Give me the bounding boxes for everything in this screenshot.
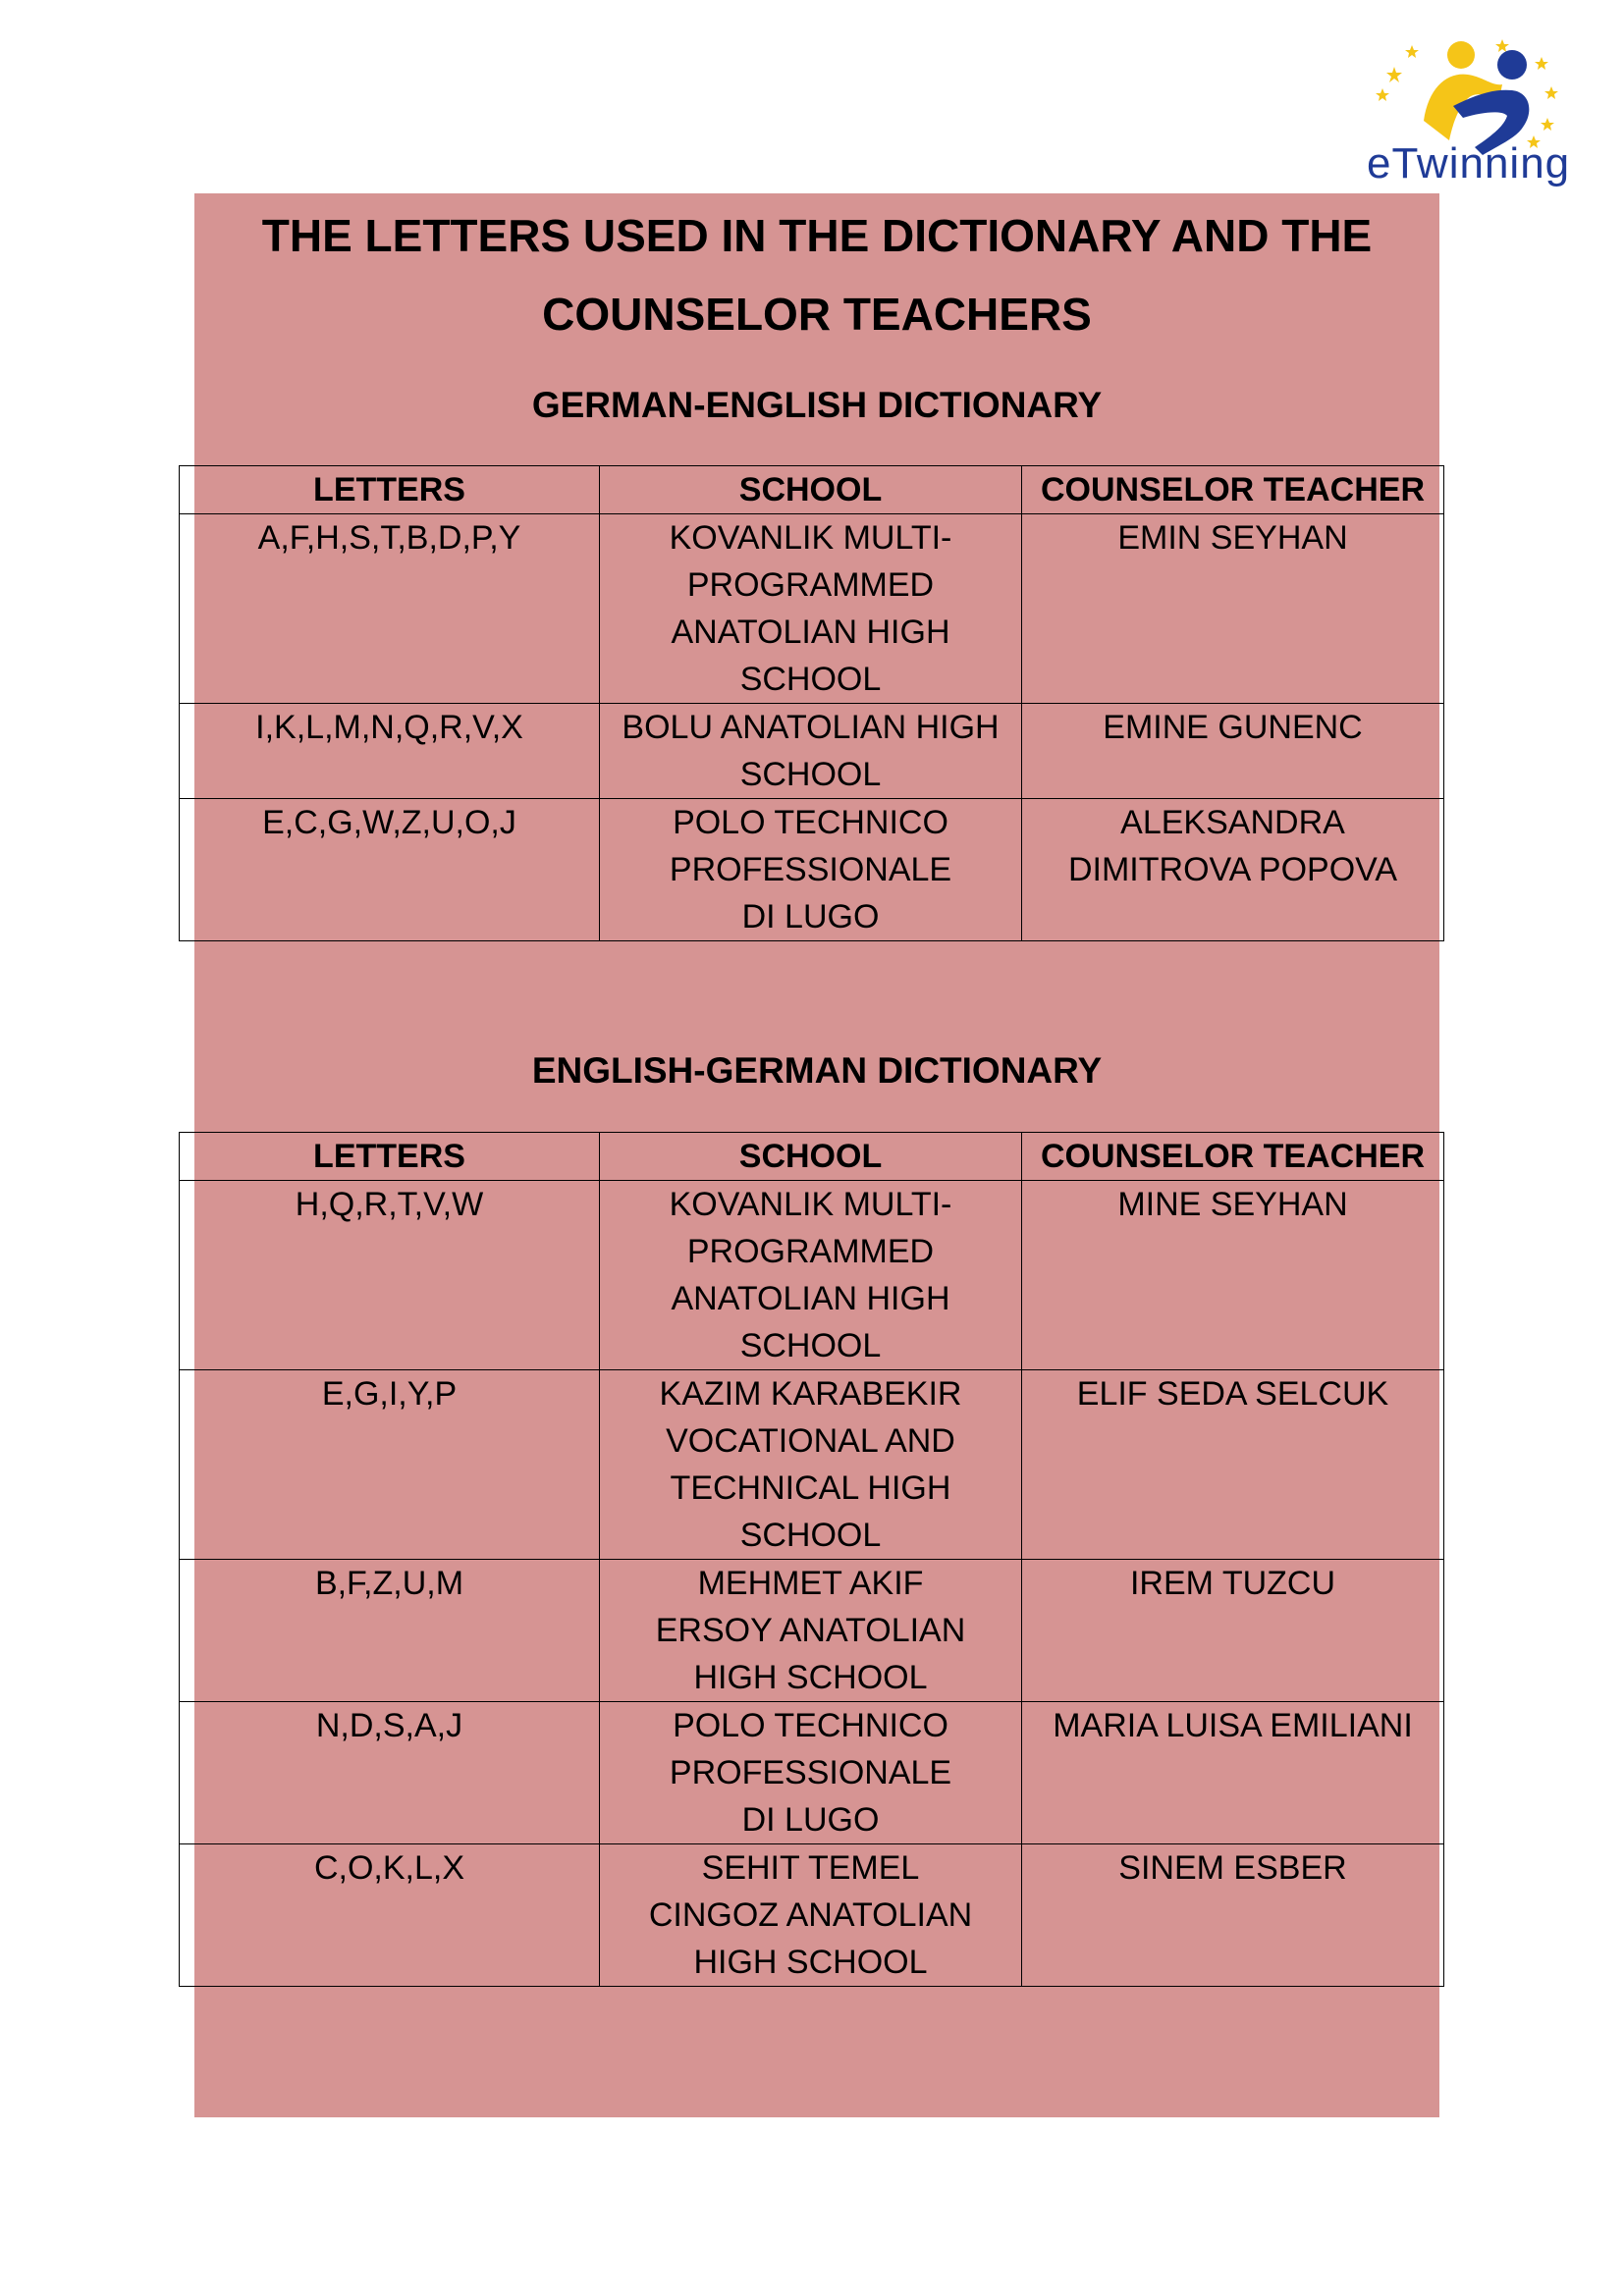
header-teacher: COUNSELOR TEACHER: [1022, 466, 1444, 514]
cell-letters: E,C,G,W,Z,U,O,J: [180, 799, 600, 941]
cell-teacher: EMINE GUNENC: [1022, 704, 1444, 799]
cell-teacher: ALEKSANDRA DIMITROVA POPOVA: [1022, 799, 1444, 941]
table-row: [180, 1844, 1444, 1987]
header-letters: LETTERS: [180, 1133, 600, 1181]
english-german-title: ENGLISH-GERMAN DICTIONARY: [531, 1050, 1103, 1091]
table-row: [180, 704, 1444, 799]
header-school: SCHOOL: [600, 1133, 1022, 1181]
english-german-table: [179, 1132, 1444, 1987]
cell-school: KAZIM KARABEKIR VOCATIONAL AND TECHNICAL HIGH SCHOOL: [600, 1370, 1022, 1560]
table-row: [180, 514, 1444, 704]
table-header-row: [180, 1133, 1444, 1181]
cell-school: KOVANLIK MULTI-PROGRAMMED ANATOLIAN HIGH SCHOOL: [600, 1181, 1022, 1370]
header-letters: LETTERS: [180, 466, 600, 514]
german-english-title: GERMAN-ENGLISH DICTIONARY: [531, 385, 1103, 425]
cell-teacher: MINE SEYHAN: [1022, 1181, 1444, 1370]
cell-school: BOLU ANATOLIAN HIGH SCHOOL: [600, 704, 1022, 799]
table-header-row: [180, 466, 1444, 514]
cell-letters: H,Q,R,T,V,W: [180, 1181, 600, 1370]
header-school: SCHOOL: [600, 466, 1022, 514]
cell-teacher: EMIN SEYHAN: [1022, 514, 1444, 704]
cell-teacher: ELIF SEDA SELCUK: [1022, 1370, 1444, 1560]
cell-letters: N,D,S,A,J: [180, 1702, 600, 1844]
cell-school: POLO TECHNICO PROFESSIONALE DI LUGO: [600, 1702, 1022, 1844]
table-row: [180, 1702, 1444, 1844]
title-line-1: THE LETTERS USED IN THE DICTIONARY AND THE: [261, 210, 1373, 261]
cell-school: SEHIT TEMEL CINGOZ ANATOLIAN HIGH SCHOOL: [600, 1844, 1022, 1987]
page-title: [194, 196, 1439, 353]
cell-teacher: SINEM ESBER: [1022, 1844, 1444, 1987]
yellow-figure-icon: [1424, 41, 1502, 140]
german-english-table: [179, 465, 1444, 941]
header-teacher: COUNSELOR TEACHER: [1022, 1133, 1444, 1181]
table-row: [180, 799, 1444, 941]
title-line-2: COUNSELOR TEACHERS: [542, 289, 1092, 340]
cell-letters: A,F,H,S,T,B,D,P,Y: [180, 514, 600, 704]
cell-school: KOVANLIK MULTI-PROGRAMMED ANATOLIAN HIGH SCHOOL: [600, 514, 1022, 704]
cell-school: MEHMET AKIF ERSOY ANATOLIAN HIGH SCHOOL: [600, 1560, 1022, 1702]
cell-letters: C,O,K,L,X: [180, 1844, 600, 1987]
table-row: [180, 1370, 1444, 1560]
cell-school: POLO TECHNICO PROFESSIONALE DI LUGO: [600, 799, 1022, 941]
cell-letters: E,G,I,Y,P: [180, 1370, 600, 1560]
cell-letters: B,F,Z,U,M: [180, 1560, 600, 1702]
cell-teacher: MARIA LUISA EMILIANI: [1022, 1702, 1444, 1844]
cell-teacher: IREM TUZCU: [1022, 1560, 1444, 1702]
logo-text: eTwinning: [1367, 139, 1571, 187]
table-row: [180, 1181, 1444, 1370]
table-row: [180, 1560, 1444, 1702]
cell-letters: I,K,L,M,N,Q,R,V,X: [180, 704, 600, 799]
